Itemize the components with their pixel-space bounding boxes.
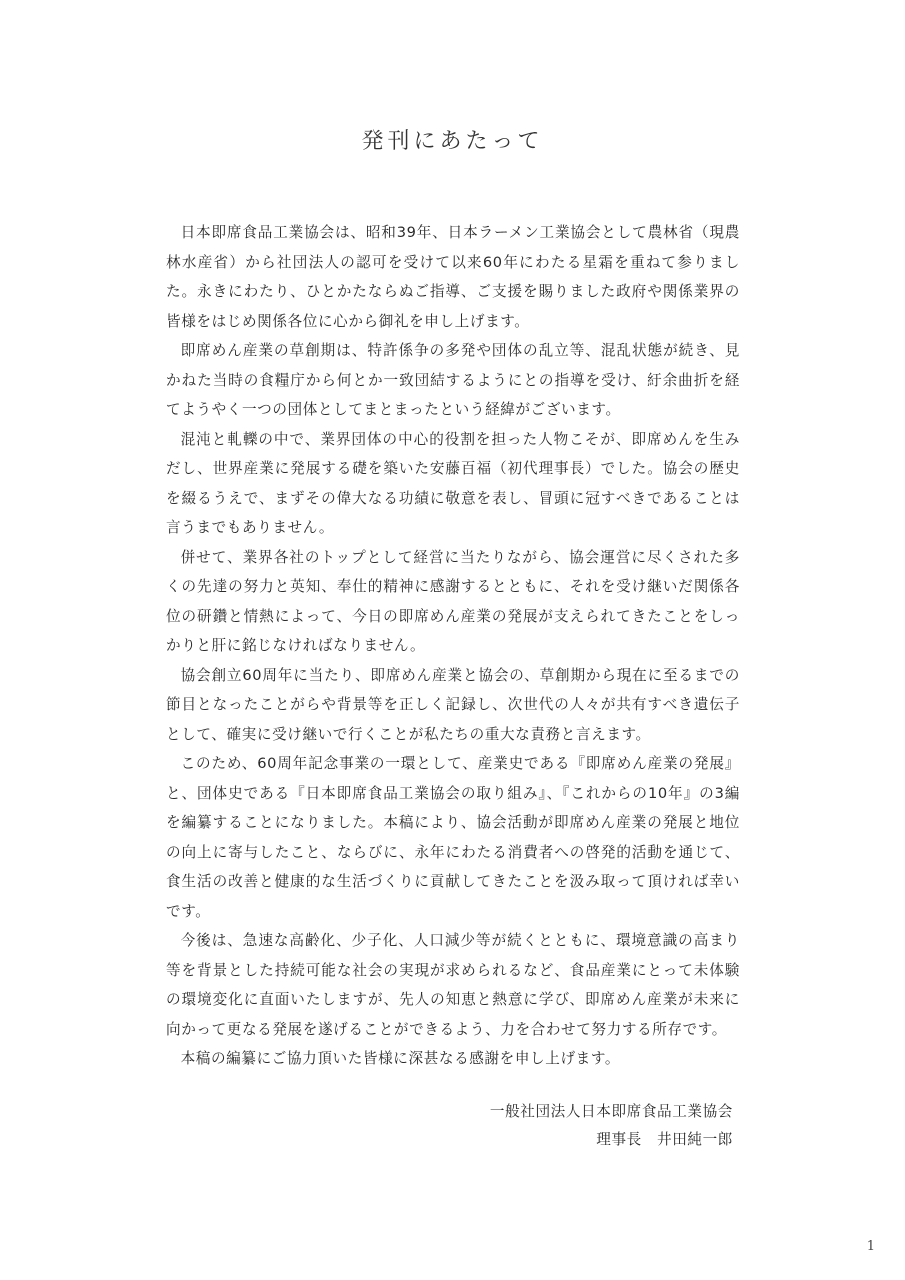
foreword-body: [166, 218, 740, 1074]
paragraph: このため、60周年記念事業の一環として、産業史である『即席めん産業の発展』と、団体史である『日本即席食品工業協会の取り組み』、『これからの10年』の3編を編纂することになりました。本稿により、協会活動が即席めん産業の発展と地位の向上に寄与したこと、ならびに、永年にわたる消費者への啓発的活動を通じて、食生活の改善と健康的な生活づくりに貢献してきたことを汲み取って頂ければ幸いです。: [166, 755, 740, 920]
paragraph: 日本即席食品工業協会は、昭和39年、日本ラーメン工業協会として農林省（現農林水産省）から社団法人の認可を受けて以来60年にわたる星霜を重ねて参りました。永きにわたり、ひとかたならぬご指導、ご支援を賜りました政府や関係業界の皆様をはじめ関係各位に心から御礼を申し上げます。: [166, 224, 740, 330]
paragraph: 本稿の編纂にご協力頂いた皆様に深甚なる感謝を申し上げます。: [180, 1050, 621, 1067]
page-number: 1: [866, 1239, 875, 1254]
paragraph: 協会創立60周年に当たり、即席めん産業と協会の、草創期から現在に至るまでの節目となったことがらや背景等を正しく記録し、次世代の人々が共有すべき遺伝子として、確実に受け継いで行くことが私たちの重大な責務と言えます。: [166, 666, 740, 743]
paragraph: 混沌と軋轢の中で、業界団体の中心的役割を担った人物こそが、即席めんを生みだし、世界産業に発展する礎を築いた安藤百福（初代理事長）でした。協会の歴史を綴るうえで、まずその偉大なる功績に敬意を表し、冒頭に冠すべきであることは言うまでもありません。: [166, 430, 740, 536]
paragraph: 即席めん産業の草創期は、特許係争の多発や団体の乱立等、混乱状態が続き、見かねた当時の食糧庁から何とか一致団結するようにとの指導を受け、紆余曲折を経てようやく一つの団体としてまとまったという経緯がございます。: [166, 342, 740, 418]
page-title: 発刊にあたって: [361, 129, 544, 154]
paragraph: 今後は、急速な高齢化、少子化、人口減少等が続くとともに、環境意識の高まり等を背景とした持続可能な社会の実現が求められるなど、食品産業にとって未体験の環境変化に直面いたしますが、先人の知恵と熱意に学び、即席めん産業が未来に向かって更なる発展を遂げることができるよう、力を合わせて努力する所存です。: [166, 932, 740, 1038]
signature-block: [490, 1098, 733, 1154]
signature-organization: 一般社団法人日本即席食品工業協会: [489, 1103, 733, 1120]
signature-person: 理事長 井田純一郎: [596, 1131, 733, 1148]
paragraph: 併せて、業界各社のトップとして経営に当たりながら、協会運営に尽くされた多くの先達の努力と英知、奉仕的精神に感謝するとともに、それを受け継いだ関係各位の研鑽と情熱によって、今日の即席めん産業の発展が支えられてきたことをしっかりと肝に銘じなければなりません。: [166, 548, 740, 654]
